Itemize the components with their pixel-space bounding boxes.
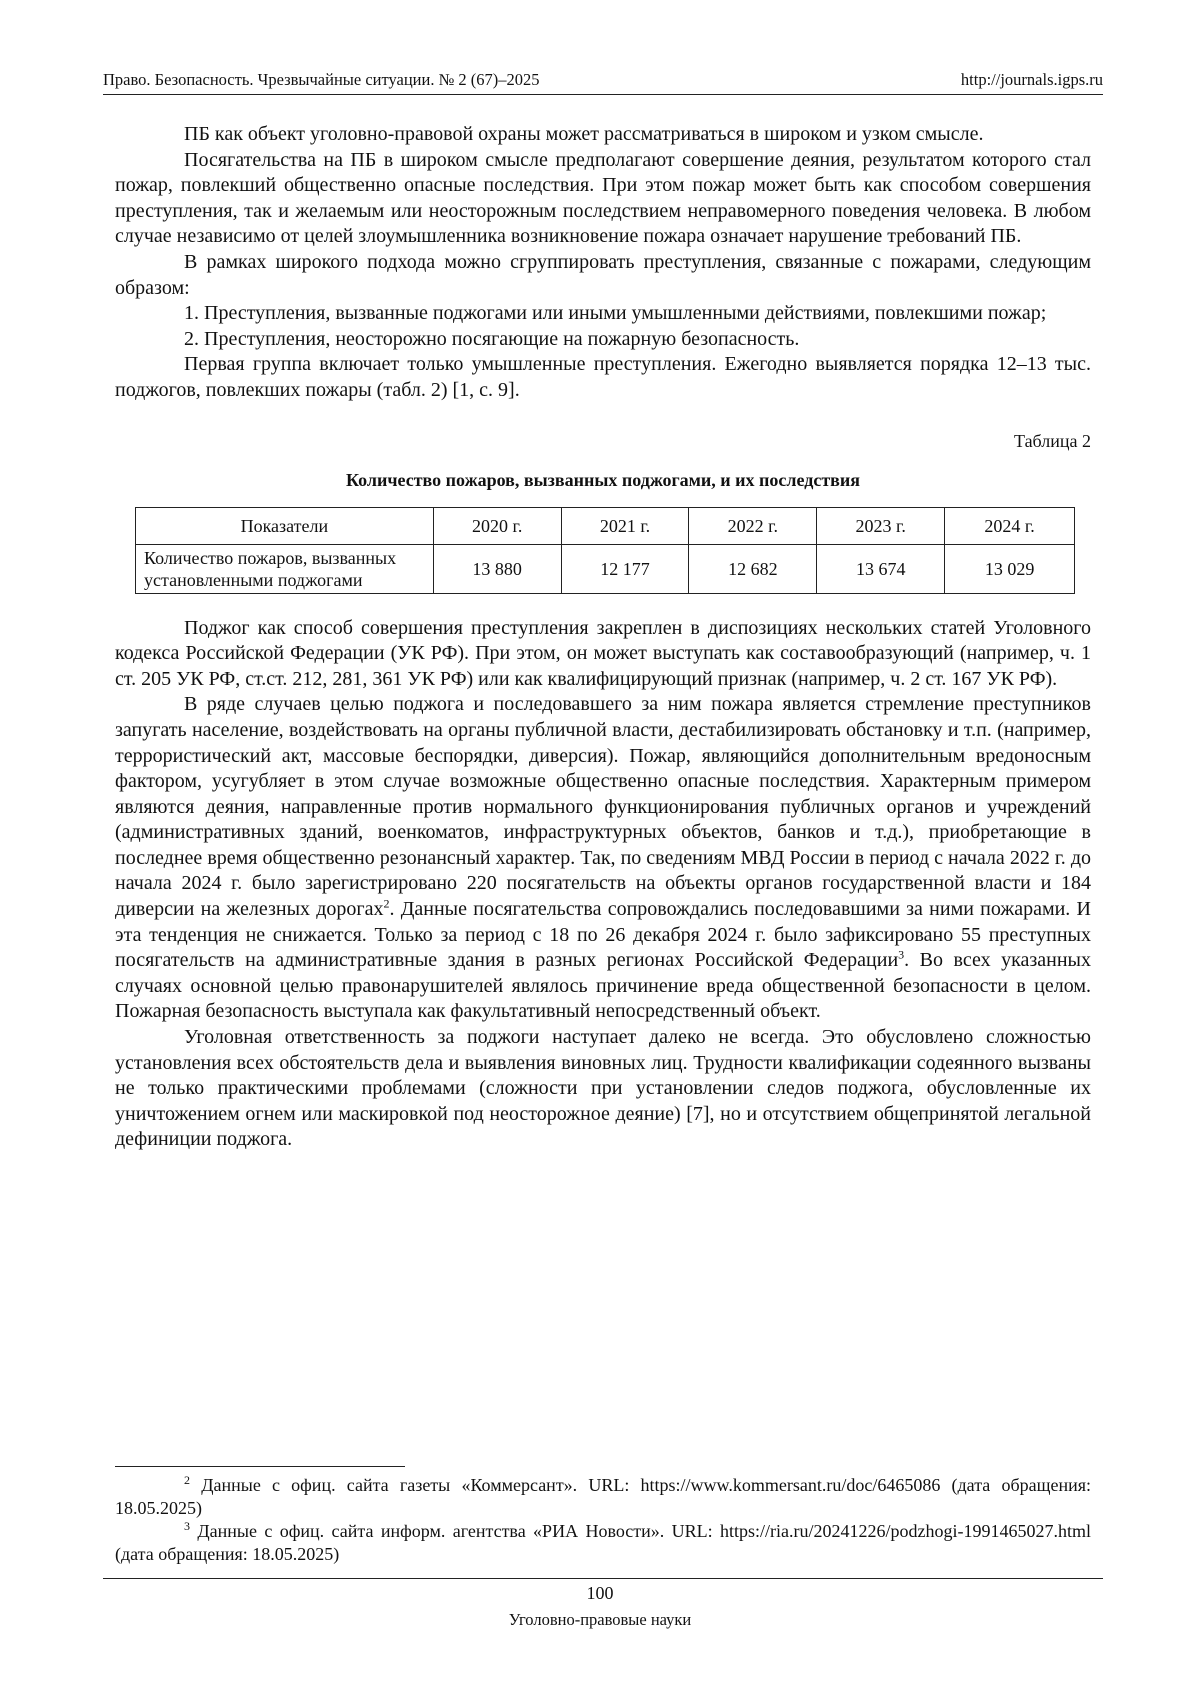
- table-header-cell: 2021 г.: [561, 507, 689, 544]
- footer-divider: [103, 1578, 1103, 1579]
- table-title: Количество пожаров, вызванных поджогами, и их последствия: [345, 469, 861, 490]
- footnote-text: Данные с офиц. сайта информ. агентства «РИА Новости». URL: https://ria.ru/20241226/podzhogi-1991465027.html (дата обращения: 18.05.2025): [115, 1521, 1091, 1564]
- footnote-ref[interactable]: 3: [898, 947, 905, 962]
- footnote-divider: [115, 1466, 405, 1467]
- footnotes: [115, 1474, 1091, 1566]
- table-cell: 13 880: [433, 544, 561, 593]
- text-after-table: [115, 616, 1091, 1153]
- table-header-cell: 2023 г.: [817, 507, 945, 544]
- paragraph-part: В ряде случаев целью поджога и последовавшего за ним пожара является стремление преступников запугать население, воздействовать на органы публичной власти, дестабилизировать обстановку и т.п. (например, террористический акт, массовые беспорядки, диверсия). Пожар, являющийся дополнительным вредоносным фактором, усугубляет в этом случае возможные общественно опасные последствия. Характерным примером являются деяния, направленные против нормального функционирования публичных органов и учреждений (административных зданий, военкоматов, инфраструктурных объектов, банков и т.д.), приобретающие в последнее время общественно резонансный характер. Так, по сведениям МВД России в период с начала 2022 г. до начала 2024 г. было зарегистрировано 220 посягательств на объекты органов государственной власти и 184 диверсии на железных дорогах: [115, 693, 1091, 921]
- section-title: Уголовно-правовые науки: [508, 1610, 692, 1629]
- running-header: [103, 70, 1103, 90]
- list-item-1: 1. Преступления, вызванные поджогами или иными умышленными действиями, повлекшими пожар;: [184, 302, 1047, 325]
- table-header-cell: 2024 г.: [945, 507, 1075, 544]
- journal-title: Право. Безопасность. Чрезвычайные ситуации. № 2 (67)–2025: [103, 70, 540, 89]
- paragraph: ПБ как объект уголовно-правовой охраны может рассматриваться в широком и узком смысле.: [184, 123, 984, 145]
- table-cell: 13 029: [945, 544, 1075, 593]
- table-cell: 13 674: [817, 544, 945, 593]
- table-cell: Количество пожаров, вызванных установленными поджогами: [136, 544, 434, 593]
- footnote-number: 2: [184, 1473, 190, 1487]
- table-caption: Таблица 2: [1014, 430, 1091, 451]
- table-cell: 12 682: [689, 544, 817, 593]
- paragraph-part: . Во всех указанных случаях основной целью правонарушителей являлось причинение вреда общественной безопасности в целом. Пожарная безопасность выступала как факультативный непосредственный объект.: [115, 949, 1091, 1023]
- paragraph: Посягательства на ПБ в широком смысле предполагают совершение деяния, результатом которого стал пожар, повлекший общественно опасные последствия. При этом пожар может быть как способом совершения преступления, так и желаемым или неосторожным последствием неправомерного поведения человека. В любом случае независимо от целей злоумышленника возникновение пожара означает нарушение требований ПБ.: [115, 148, 1091, 248]
- list-item-2: 2. Преступления, неосторожно посягающие на пожарную безопасность.: [184, 327, 800, 350]
- journal-url[interactable]: http://journals.igps.ru: [960, 70, 1103, 89]
- paragraph: [115, 692, 1091, 1025]
- table-header-cell: Показатели: [136, 507, 434, 544]
- table-header-cell: 2020 г.: [433, 507, 561, 544]
- paragraph: Поджог как способ совершения преступления закреплен в диспозициях нескольких статей Уголовного кодекса Российской Федерации (УК РФ). При этом, он может выступать как составообразующий (например, ч. 1 ст. 205 УК РФ, ст.ст. 212, 281, 361 УК РФ) или как квалифицирующий признак (например, ч. 2 ст. 167 УК РФ).: [115, 616, 1091, 690]
- paragraph-part: . Данные посягательства сопровождались последовавшими за ними пожарами. И эта тенденция не снижается. Только за период с 18 по 26 декабря 2024 г. было зафиксировано 55 преступных посягательств на административные здания в разных регионах Российской Федерации: [115, 898, 1091, 972]
- footnote-text: Данные с офиц. сайта газеты «Коммерсант». URL: https://www.kommersant.ru/doc/6465086 (дата обращения: 18.05.2025): [115, 1475, 1091, 1518]
- table-header-cell: 2022 г.: [689, 507, 817, 544]
- footnote-ref[interactable]: 2: [383, 896, 390, 911]
- footnote: [115, 1474, 1091, 1520]
- main-text: [115, 122, 1091, 1153]
- page-number: 100: [586, 1583, 614, 1603]
- data-table: [135, 507, 1075, 594]
- header-divider: [103, 94, 1103, 95]
- paragraph: Уголовная ответственность за поджоги наступает далеко не всегда. Это обусловлено сложностью установления всех обстоятельств дела и выявления виновных лиц. Трудности квалификации содеянного вызваны не только практическими проблемами (сложности при установлении следов поджога, обусловленные их уничтожением огнем или маскировкой под неосторожное деяние) [7], но и отсутствием общепринятой легальной дефиниции поджога.: [115, 1026, 1091, 1151]
- table-row: [136, 544, 1075, 593]
- paragraph: Первая группа включает только умышленные преступления. Ежегодно выявляется порядка 12–13 тыс. поджогов, повлекших пожары (табл. 2) [1, с. 9].: [115, 353, 1091, 401]
- footnote-number: 3: [184, 1519, 190, 1533]
- table-cell: 12 177: [561, 544, 689, 593]
- table-header-row: [136, 507, 1075, 544]
- footnote: [115, 1520, 1091, 1566]
- paragraph: В рамках широкого подхода можно сгруппировать преступления, связанные с пожарами, следующим образом:: [115, 250, 1091, 299]
